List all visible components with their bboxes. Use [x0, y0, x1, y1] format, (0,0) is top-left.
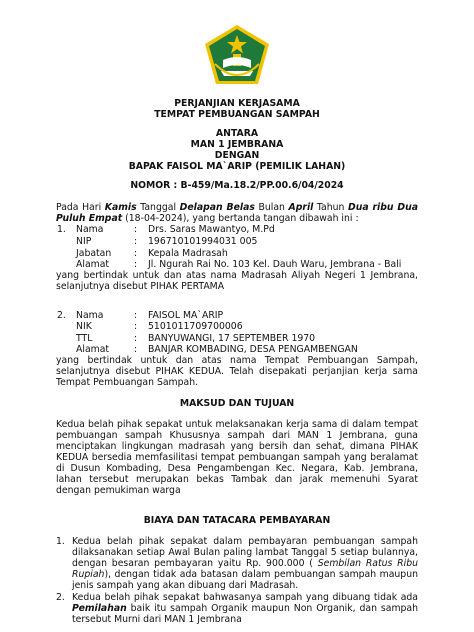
kemenag-logo-icon: [203, 24, 271, 90]
party1-sep: :: [134, 259, 138, 270]
section-title-biaya: BIAYA DAN TATACARA PEMBAYARAN: [143, 515, 331, 526]
party1-label-jabatan: Jabatan: [76, 248, 112, 259]
intro-line2: Puluh Empat (18-04-2024), yang bertanda tangan dibawah ini :: [56, 213, 359, 224]
party1-sep: :: [134, 236, 138, 247]
party1-value-alamat: Jl. Ngurah Rai No. 103 Kel. Dauh Waru, Jembrana - Bali: [148, 259, 402, 270]
party1-label-alamat: Alamat: [76, 259, 110, 270]
party2-desc-line2: selanjutnya disebut PIHAK KEDUA. Telah disepakati perjanjian kerja sama: [56, 366, 418, 377]
doc-title-line1: PERJANJIAN KERJASAMA: [174, 98, 300, 109]
party2-number: 2.: [57, 310, 66, 321]
party2-sep: :: [134, 310, 138, 321]
section2-item1-line: Rupiah), dengan tidak ada batasan dalam pembuangan sampah maupun: [72, 569, 418, 580]
section1-line: lahan tersebut merupakan bekas Tambak dan jarak memenuhi Syarat: [56, 474, 418, 485]
party1-sep: :: [134, 224, 138, 235]
party2-desc-line3: Tempat Pembuangan Sampah.: [56, 377, 199, 388]
section1-line: Kedua belah pihak sepakat untuk melaksanakan kerja sama di dalam tempat: [56, 419, 418, 430]
party1-label-nip: NIP: [76, 236, 92, 247]
party2-value-ttl: BANYUWANGI, 17 SEPTEMBER 1970: [148, 333, 316, 344]
doc-title-dengan: DENGAN: [214, 150, 260, 161]
party2-label-ttl: TTL: [76, 333, 93, 344]
party1-desc-line1: yang bertindak untuk dan atas nama Madrasah Aliyah Negeri 1 Jembrana,: [56, 270, 418, 281]
doc-title-party1: MAN 1 JEMBRANA: [190, 139, 284, 150]
party1-sep: :: [134, 248, 138, 259]
party1-value-nama: Drs. Saras Mawantyo, M.Pd: [148, 224, 275, 235]
section1-line: pembuangan sampah Khususnya sampah dari MAN 1 Jembrana, guna: [56, 430, 418, 441]
party2-label-alamat: Alamat: [76, 344, 110, 355]
doc-title-antara: ANTARA: [215, 128, 259, 139]
party2-value-nik: 5101011709700006: [148, 321, 243, 332]
section2-item1-line: jenis sampah yang akan dibuang dari Madrasah.: [72, 580, 299, 591]
section2-item1-number: 1.: [56, 536, 65, 547]
party2-label-nik: NIK: [76, 321, 92, 332]
section2-item2-number: 2.: [56, 592, 65, 603]
doc-title-line2: TEMPAT PEMBUANGAN SAMPAH: [154, 109, 320, 120]
section2-item2-line: Kedua belah pihak sepakat bahwasanya sampah yang dibuang tidak ada: [72, 592, 418, 603]
doc-number: NOMOR : B-459/Ma.18.2/PP.00.6/04/2024: [130, 180, 344, 191]
party1-value-nip: 196710101994031 005: [148, 236, 258, 247]
party2-value-alamat: BANJAR KOMBADING, DESA PENGAMBENGAN: [148, 344, 358, 355]
party1-value-jabatan: Kepala Madrasah: [148, 248, 228, 259]
section2-item1-line: dengan besaran pembayaran yaitu Rp. 900.000 ( Sembilan Ratus Ribu: [72, 558, 419, 569]
section1-line: menciptakan lingkungan madrasah yang bersih dan sehat, dimana PIHAK: [56, 441, 418, 452]
section2-item2-line: tersebut Murni dari MAN 1 Jembrana: [72, 614, 242, 625]
section1-line: KEDUA bersedia memfasilitasi tempat pembuangan sampah yang beralamat: [56, 452, 418, 463]
section2-item2-line: Pemilahan baik itu sampah Organik maupun Non Organik, dan sampah: [72, 603, 418, 614]
party2-desc-line1: yang bertindak untuk dan atas nama Tempat Pembuangan Sampah,: [56, 355, 418, 366]
section1-line: dengan pemukiman warga: [56, 485, 181, 496]
intro-line1: Pada Hari Kamis Tanggal Delapan Belas Bulan April Tahun Dua ribu Dua: [56, 202, 418, 213]
party1-desc-line2: selanjutnya disebut PIHAK PERTAMA: [56, 281, 225, 292]
party2-label-nama: Nama: [76, 310, 104, 321]
section-title-maksud: MAKSUD DAN TUJUAN: [179, 398, 295, 409]
doc-title-party2: BAPAK FAISOL MA`ARIP (PEMILIK LAHAN): [128, 161, 346, 172]
party2-sep: :: [134, 321, 138, 332]
party2-value-nama: FAISOL MA`ARIP: [148, 310, 224, 321]
party2-sep: :: [134, 333, 138, 344]
section2-item1-line: Kedua belah pihak sepakat dalam pembayaran pembuangan sampah: [72, 536, 418, 547]
section1-line: di Dusun Kombading, Desa Pengambengan Kec. Negara, Kab. Jembrana,: [56, 463, 418, 474]
party1-number: 1.: [57, 224, 66, 235]
party2-sep: :: [134, 344, 138, 355]
party1-label-nama: Nama: [76, 224, 104, 235]
section2-item1-line: dilaksanakan setiap Awal Bulan paling lambat Tanggal 5 setiap bulannya,: [72, 547, 418, 558]
